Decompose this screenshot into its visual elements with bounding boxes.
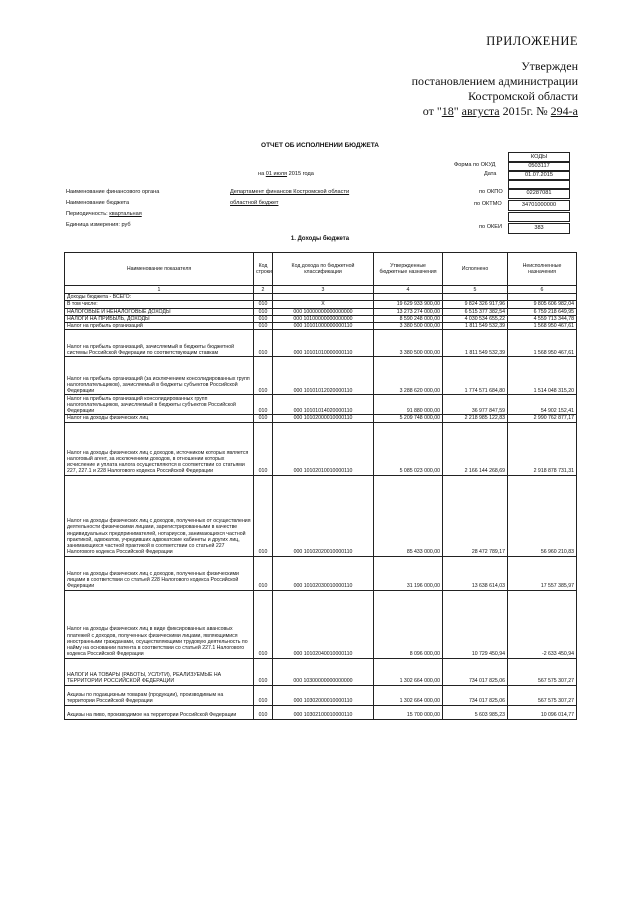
cell-name: В том числе: [65,301,254,308]
unit-value: руб [121,222,131,228]
cell-plan: 5 209 748 000,00 [374,415,443,422]
cell-left: 10 096 014,77 [508,705,577,719]
approval-line-2: постановлением администрации [411,74,578,88]
cell-plan: 19 629 933 900,00 [374,301,443,308]
table-row [65,590,577,658]
col-index: 3 [273,286,374,294]
cell-code: 010 [254,308,273,315]
cell-kbk: 000 10302100010000110 [273,705,374,719]
table-row [65,685,577,705]
cell-name: Налог на доходы физических лиц с доходов, источником которых является налоговый агент, за исключением доходов, в отношении которых исчисление и уплата налога осуществляются в соответствии со статьями 227, 227.1 и 228 Налогового кодекса Российской Федерации [65,422,254,475]
blank-code-box-2 [508,212,570,222]
cell-name: Налог на доходы физических лиц в виде фиксированных авансовых платежей с доходов, полученных физическими лицами, являющимися иностранными гражданами, осуществляющими трудовую деятельность по найму на основании патента в соответствии со статьей 227.1 Налогового кодекса Российской Федерации [65,590,254,658]
cell-left: 2 990 762 877,17 [508,415,577,422]
oktmo-code: 34701000000 [508,200,570,211]
cell-plan: 91 880 000,00 [374,395,443,415]
cell-left: 1 568 950 467,61 [508,323,577,330]
table-row [65,475,577,556]
table-row [65,422,577,475]
fin-org-value: Департамент финансов Костромской области [230,189,350,195]
cell-plan: 31 196 000,00 [374,556,443,590]
cell-left: 4 559 713 344,78 [508,315,577,322]
cell-done: 2 166 144 268,69 [443,422,508,475]
cell-done: 36 977 847,59 [443,395,508,415]
table-row [65,357,577,395]
cell-kbk: 000 10300000000000000 [273,658,374,685]
approval-year: 2015г. № [499,104,551,118]
cell-name: НАЛОГОВЫЕ И НЕНАЛОГОВЫЕ ДОХОДЫ [65,308,254,315]
table-row [65,323,577,330]
cell-code: 010 [254,301,273,308]
unit-label: Единица измерения: руб [66,222,131,228]
approval-day: 18 [441,104,454,118]
income-table [64,252,577,720]
cell-name: Налог на доходы физических лиц с доходов, полученных физическими лицами в соответствии со статьей 228 Налогового кодекса Российской Федерации [65,556,254,590]
cell-kbk: 000 10101010000000110 [273,330,374,357]
okpo-code: 02287081 [508,188,570,199]
cell-done: 5 603 985,23 [443,705,508,719]
budget-value: областной бюджет [230,200,279,206]
cell-code: 010 [254,658,273,685]
cell-kbk: 000 10101012020000110 [273,357,374,395]
cell-left: 567 575 307,27 [508,685,577,705]
cell-plan: 3 380 500 000,00 [374,330,443,357]
table-row [65,308,577,315]
cell-name: Акцизы по подакцизным товарам (продукции), производимым на территории Российской Федерации [65,685,254,705]
table-row [65,330,577,357]
cell-code: 010 [254,705,273,719]
col-header-done: Исполнено [443,253,508,286]
cell-done: 13 638 614,03 [443,556,508,590]
col-header-plan: Утвержденные бюджетные назначения [374,253,443,286]
cell-code: 010 [254,315,273,322]
cell-name: Налог на прибыль организаций [65,323,254,330]
col-index: 1 [65,286,254,294]
cell-code: 010 [254,323,273,330]
cell-code: 010 [254,422,273,475]
cell-code: 010 [254,475,273,556]
cell-kbk: 000 10102020010000110 [273,475,374,556]
cell-plan: 1 302 664 000,00 [374,658,443,685]
report-date-code: 01.07.2015 [508,170,570,181]
table-row [65,395,577,415]
appendix-label: ПРИЛОЖЕНИЕ [486,34,578,48]
cell-kbk: 000 10000000000000000 [273,308,374,315]
cell-code: 010 [254,685,273,705]
cell-left: 2 918 878 731,31 [508,422,577,475]
cell-code: 010 [254,415,273,422]
cell-name: НАЛОГИ НА ТОВАРЫ (РАБОТЫ, УСЛУГИ), РЕАЛИЗУЕМЫЕ НА ТЕРРИТОРИИ РОССИЙСКОЙ ФЕДЕРАЦИИ [65,658,254,685]
cell-code: 010 [254,357,273,395]
cell-code: 010 [254,395,273,415]
table-row [65,556,577,590]
table-row [65,294,577,301]
cell-kbk: 000 10102030010000110 [273,556,374,590]
col-index: 5 [443,286,508,294]
col-header-name: Наименование показателя [65,253,254,286]
cell-kbk: 000 10302000010000110 [273,685,374,705]
cell-left: -2 633 450,94 [508,590,577,658]
cell-kbk: 000 10101014020000110 [273,395,374,415]
table-row [65,301,577,308]
cell-plan: 15 700 000,00 [374,705,443,719]
period-label: Периодичность: квартальная [66,211,142,217]
cell-done: 1 811 549 532,39 [443,330,508,357]
cell-left: 54 902 152,41 [508,395,577,415]
cell-done: 1 774 571 684,80 [443,357,508,395]
okud-label: Форма по ОКУД [454,162,496,168]
approval-number: 294-а [550,104,578,118]
cell-kbk: 000 10102010010000110 [273,422,374,475]
cell-left: 567 575 307,27 [508,658,577,685]
col-index: 6 [508,286,577,294]
cell-code: 010 [254,556,273,590]
okud-code: 0503117 [508,161,570,172]
cell-left [508,294,577,301]
okei-label: по ОКЕИ [479,224,503,230]
okpo-label: по ОКПО [479,189,503,195]
oktmo-label: по ОКТМО [474,201,502,207]
approval-line-3: Костромской области [468,89,578,103]
cell-plan: 8 590 248 000,00 [374,315,443,322]
report-date-value: 01 июля [265,171,288,177]
table-row [65,315,577,322]
cell-plan: 1 302 664 000,00 [374,685,443,705]
cell-name: Налог на прибыль организаций, зачисляемый в бюджеты бюджетной системы Российской Федерации по соответствующим ставкам [65,330,254,357]
report-title: ОТЧЕТ ОБ ИСПОЛНЕНИИ БЮДЖЕТА [261,142,379,149]
cell-name: Налог на прибыль организаций (за исключением консолидированных групп налогоплательщиков), зачисляемый в бюджеты субъектов Российской Федерации [65,357,254,395]
cell-done: 4 030 534 655,22 [443,315,508,322]
cell-done: 10 729 450,94 [443,590,508,658]
cell-code: 010 [254,590,273,658]
cell-plan: 5 085 023 000,00 [374,422,443,475]
col-index: 2 [254,286,273,294]
cell-done: 6 515 377 382,54 [443,308,508,315]
cell-left: 17 557 385,97 [508,556,577,590]
table-row [65,658,577,685]
cell-code [254,294,273,301]
col-index: 4 [374,286,443,294]
cell-kbk: 000 10101000000000110 [273,323,374,330]
cell-name: Доходы бюджета - ВСЕГО: [65,294,254,301]
approval-date-line [412,104,578,119]
cell-plan: 8 096 000,00 [374,590,443,658]
date-label: Дата [484,171,497,177]
cell-name: Налог на прибыль организаций консолидированных групп налогоплательщиков, зачисляемый в бюджеты субъектов Российской Федерации [65,395,254,415]
cell-kbk: X [273,301,374,308]
cell-kbk [273,294,374,301]
cell-plan: 3 288 620 000,00 [374,357,443,395]
cell-kbk: 000 10102040010000110 [273,590,374,658]
cell-kbk: 000 10100000000000000 [273,315,374,322]
cell-name: Налог на доходы физических лиц [65,415,254,422]
table-row [65,415,577,422]
cell-kbk: 000 10102000010000110 [273,415,374,422]
col-header-left: Неисполненные назначения [508,253,577,286]
cell-done: 9 824 326 917,96 [443,301,508,308]
approval-block [412,34,578,119]
col-header-kbk: Код дохода по бюджетной классификации [273,253,374,286]
cell-name: НАЛОГИ НА ПРИБЫЛЬ, ДОХОДЫ [65,315,254,322]
approval-month: августа [461,104,500,118]
cell-done: 1 811 549 532,39 [443,323,508,330]
cell-left: 6 759 218 649,95 [508,308,577,315]
cell-plan [374,294,443,301]
cell-left: 1 568 950 467,61 [508,330,577,357]
cell-left: 1 514 048 315,20 [508,357,577,395]
budget-label: Наименование бюджета [66,200,130,206]
cell-done: 2 218 985 122,83 [443,415,508,422]
cell-plan: 13 273 274 000,00 [374,308,443,315]
cell-left: 9 805 606 982,04 [508,301,577,308]
cell-done: 28 472 789,17 [443,475,508,556]
date-prefix: от " [422,104,442,118]
okei-code: 383 [508,223,570,234]
approval-line-1: Утвержден [521,59,578,73]
cell-done: 734 017 825,06 [443,685,508,705]
report-date: на 01 июля 2015 года [258,171,314,177]
table-row [65,705,577,719]
cell-code: 010 [254,330,273,357]
date-mid: " [453,104,462,118]
cell-done [443,294,508,301]
col-header-code: Код строки [254,253,273,286]
cell-name: Акцизы на пиво, производимое на территории Российской Федерации [65,705,254,719]
codes-header: КОДЫ [508,152,570,163]
period-value: квартальная [109,211,142,217]
cell-done: 734 017 825,06 [443,658,508,685]
cell-plan: 85 433 000,00 [374,475,443,556]
cell-plan: 3 380 500 000,00 [374,323,443,330]
cell-left: 56 960 210,83 [508,475,577,556]
fin-org-label: Наименование финансового органа [66,189,160,195]
section-title: 1. Доходы бюджета [290,236,350,242]
cell-name: Налог на доходы физических лиц с доходов, полученных от осуществления деятельности физическими лицами, зарегистрированными в качестве индивидуальных предпринимателей, нотариусов, занимающихся частной практикой, адвокатов, учредивших адвокатские кабинеты и других лиц, занимающихся частной практикой в соответствии со статьей 227 Налогового кодекса Российской Федерации [65,475,254,556]
